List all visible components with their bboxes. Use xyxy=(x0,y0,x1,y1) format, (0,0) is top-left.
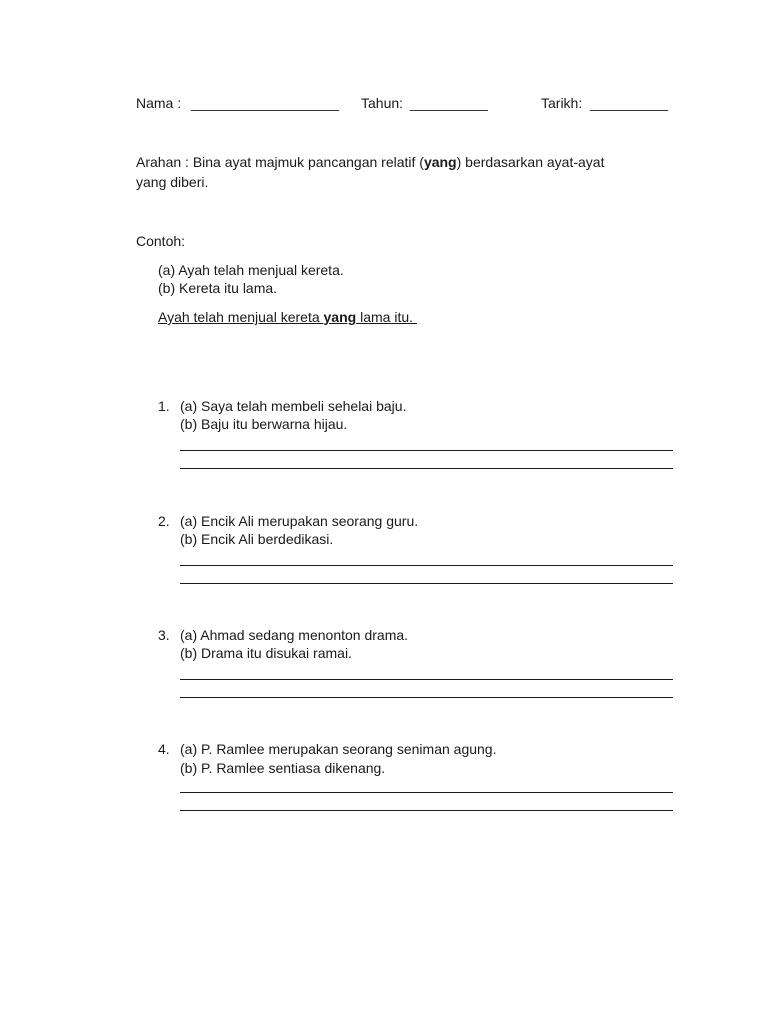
example-sentence-a: (a) Ayah telah menjual kereta. xyxy=(158,262,344,278)
instruction-line-2: yang diberi. xyxy=(136,174,209,190)
instruction-prefix: Arahan : Bina ayat majmuk pancangan relatif ( xyxy=(136,154,424,170)
question-1-answer-line-1[interactable] xyxy=(180,450,673,451)
tahun-label: Tahun: xyxy=(361,95,404,111)
question-3-answer-line-2[interactable] xyxy=(180,697,673,698)
question-4-sentence-b: (b) P. Ramlee sentiasa dikenang. xyxy=(180,760,386,776)
nama-blank[interactable]: ___________________ xyxy=(191,95,339,111)
tarikh-label: Tarikh: xyxy=(541,95,583,111)
example-label: Contoh: xyxy=(136,233,186,249)
question-1-answer-line-2[interactable] xyxy=(180,468,673,469)
question-4-number: 4. xyxy=(158,741,170,757)
example-answer-before: Ayah telah menjual kereta xyxy=(158,309,324,325)
question-4-answer-line-2[interactable] xyxy=(180,810,673,811)
question-4-answer-line-1[interactable] xyxy=(180,792,673,793)
question-3-sentence-b: (b) Drama itu disukai ramai. xyxy=(180,645,352,661)
example-answer-keyword: yang xyxy=(323,309,357,325)
question-3-answer-line-1[interactable] xyxy=(180,679,673,680)
tarikh-blank[interactable]: __________ xyxy=(590,95,668,111)
example-answer xyxy=(158,308,417,326)
question-4-sentence-a: (a) P. Ramlee merupakan seorang seniman agung. xyxy=(180,741,497,757)
nama-label: Nama : xyxy=(136,95,182,111)
question-2-answer-line-2[interactable] xyxy=(180,583,673,584)
question-3-sentence-a: (a) Ahmad sedang menonton drama. xyxy=(180,627,409,643)
tahun-blank[interactable]: __________ xyxy=(410,95,488,111)
instruction-keyword: yang xyxy=(423,154,457,170)
instruction-line-1 xyxy=(136,153,604,171)
instruction-suffix: ) berdasarkan ayat-ayat xyxy=(456,154,605,170)
question-2-number: 2. xyxy=(158,513,170,529)
question-2-sentence-b: (b) Encik Ali berdedikasi. xyxy=(180,531,334,547)
example-sentence-b: (b) Kereta itu lama. xyxy=(158,280,278,296)
example-answer-after: lama itu. xyxy=(356,309,417,325)
question-1-sentence-b: (b) Baju itu berwarna hijau. xyxy=(180,416,348,432)
question-2-answer-line-1[interactable] xyxy=(180,565,673,566)
question-1-sentence-a: (a) Saya telah membeli sehelai baju. xyxy=(180,398,407,414)
question-3-number: 3. xyxy=(158,627,170,643)
question-2-sentence-a: (a) Encik Ali merupakan seorang guru. xyxy=(180,513,419,529)
question-1-number: 1. xyxy=(158,398,170,414)
